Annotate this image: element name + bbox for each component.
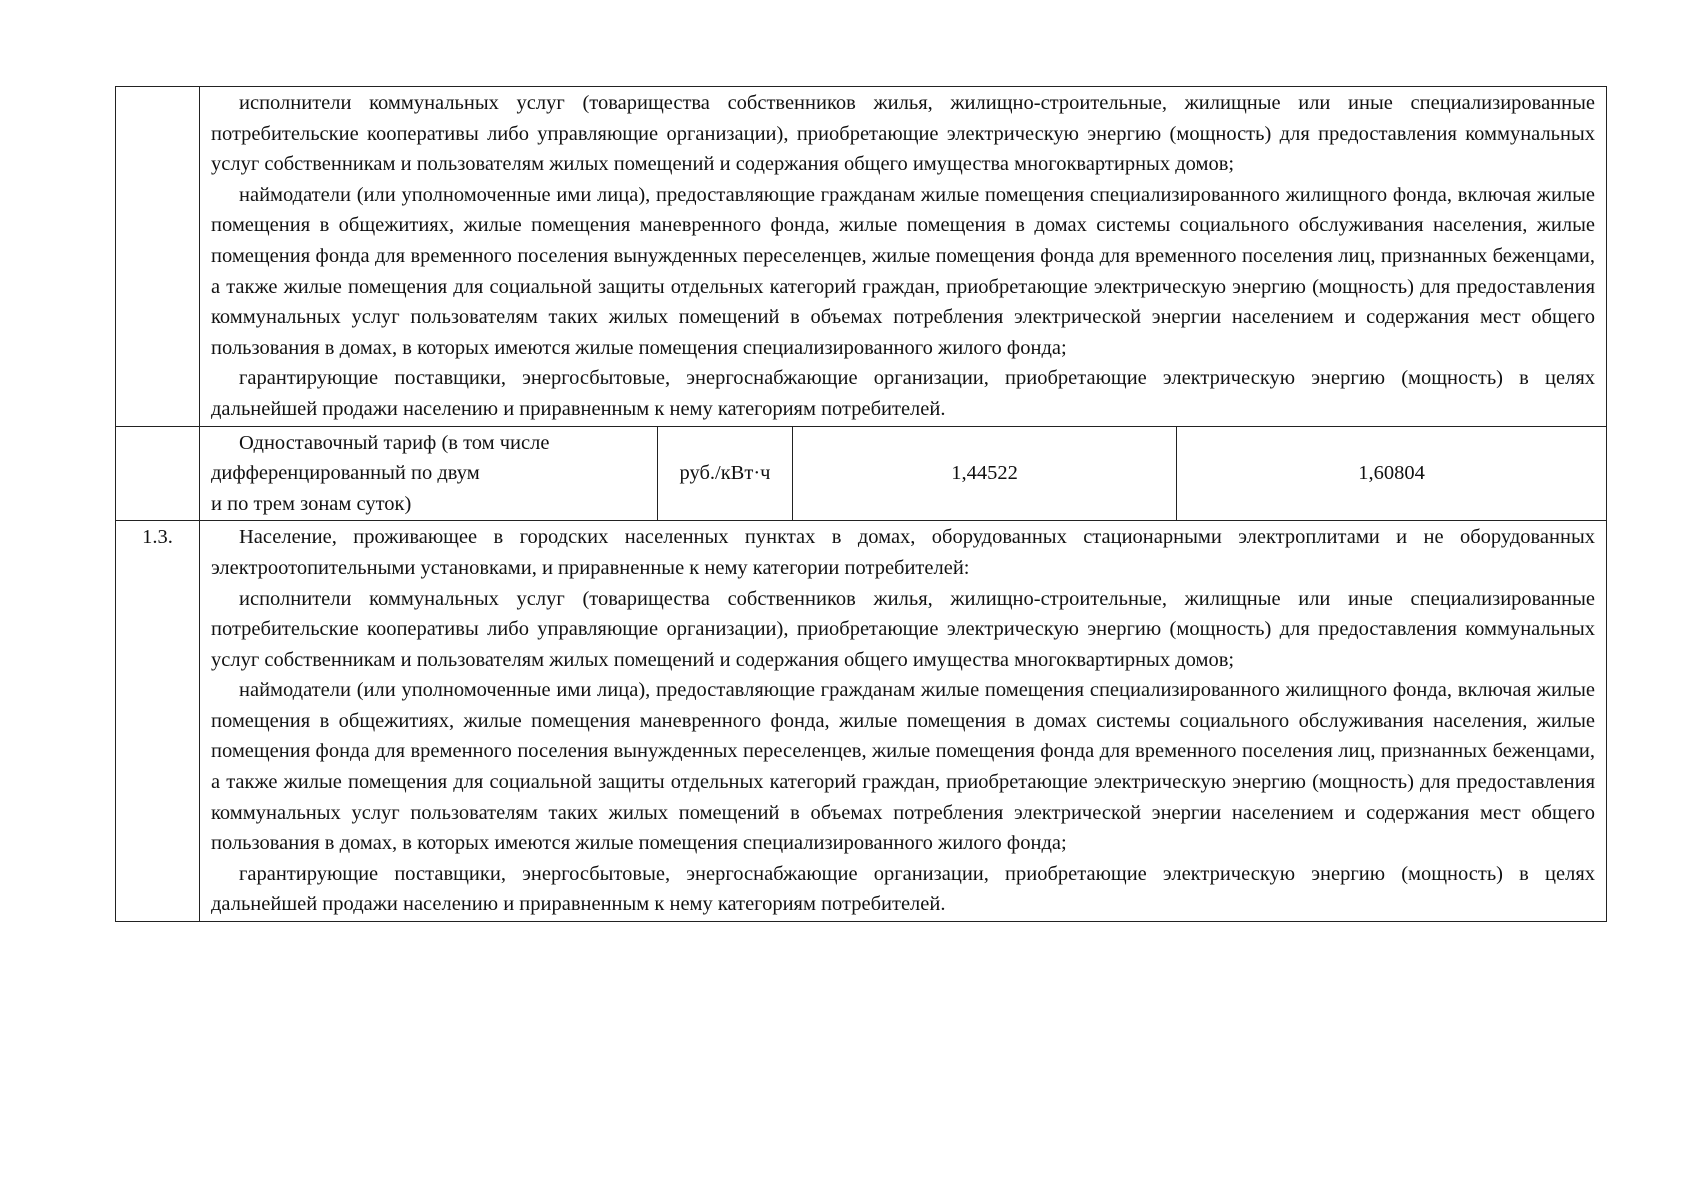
paragraph-utility-providers: исполнители коммунальных услуг (товарищества собственников жилья, жилищно-строительные, жилищные или иные специализированные потребительские кооперативы либо управляющие организации), приобретающие электрическую энергию (мощность) для предоставления коммунальных услуг собственникам и пользователям жилых помещений и содержания общего имущества многоквартирных домов; xyxy=(211,587,1596,671)
tariff-value-2-cell xyxy=(1177,426,1607,521)
tariff-table xyxy=(115,86,1607,922)
tariff-value-2: 1,60804 xyxy=(1358,462,1425,485)
tariff-value-1: 1,44522 xyxy=(951,462,1018,485)
tariff-name-cell xyxy=(200,426,658,521)
tariff-unit: руб./кВт·ч xyxy=(679,462,771,485)
table-row-tariff xyxy=(116,426,1607,521)
paragraph-landlords: наймодатели (или уполномоченные ими лица), предоставляющие гражданам жилые помещения специализированного жилищного фонда, включая жилые помещения в общежитиях, жилые помещения маневренного фонда, жилые помещения в домах системы социального обслуживания населения, жилые помещения фонда для временного поселения вынужденных переселенцев, жилые помещения фонда для временного поселения лиц, признанных беженцами, а также жилые помещения для социальной защиты отдельных категорий граждан, приобретающие электрическую энергию (мощность) для предоставления коммунальных услуг пользователям таких жилых помещений в объемах потребления электрической энергии населением и содержания мест общего пользования в домах, в которых имеются жилые помещения специализированного жилого фонда; xyxy=(211,183,1596,359)
table-row-1-3 xyxy=(116,521,1607,922)
row-number-cell xyxy=(116,87,200,427)
paragraph-suppliers: гарантирующие поставщики, энергосбытовые, энергоснабжающие организации, приобретающие электрическую энергию (мощность) в целях дальнейшей продажи населению и приравненным к нему категориям потребителей. xyxy=(211,862,1596,916)
tariff-name-line: дифференцированный по двум xyxy=(211,462,480,485)
tariff-unit-cell xyxy=(658,426,793,521)
table-row-consumers-1-2 xyxy=(116,87,1607,427)
paragraph-population-intro: Население, проживающее в городских населенных пунктах в домах, оборудованных стационарными электроплитами и не оборудованных электроотопительными установками, и приравненные к нему категории потребителей: xyxy=(211,526,1596,579)
paragraph-utility-providers: исполнители коммунальных услуг (товарищества собственников жилья, жилищно-строительные, жилищные или иные специализированные потребительские кооперативы либо управляющие организации), приобретающие электрическую энергию (мощность) для предоставления коммунальных услуг собственникам и пользователям жилых помещений и содержания общего имущества многоквартирных домов; xyxy=(211,92,1596,176)
tariff-value-1-cell xyxy=(793,426,1177,521)
consumer-description-cell xyxy=(200,521,1607,922)
tariff-name-line: и по трем зонам суток) xyxy=(211,492,412,515)
empty-number-cell xyxy=(116,426,200,521)
tariff-name-line: Одноставочный тариф (в том числе xyxy=(239,431,550,454)
paragraph-landlords: наймодатели (или уполномоченные ими лица), предоставляющие гражданам жилые помещения специализированного жилищного фонда, включая жилые помещения в общежитиях, жилые помещения маневренного фонда, жилые помещения в домах системы социального обслуживания населения, жилые помещения фонда для временного поселения вынужденных переселенцев, жилые помещения фонда для временного поселения лиц, признанных беженцами, а также жилые помещения для социальной защиты отдельных категорий граждан, приобретающие электрическую энергию (мощность) для предоставления коммунальных услуг пользователям таких жилых помещений в объемах потребления электрической энергии населением и содержания мест общего пользования в домах, в которых имеются жилые помещения специализированного жилого фонда; xyxy=(211,679,1596,855)
consumer-description-cell xyxy=(200,87,1607,427)
paragraph-suppliers: гарантирующие поставщики, энергосбытовые, энергоснабжающие организации, приобретающие электрическую энергию (мощность) в целях дальнейшей продажи населению и приравненным к нему категориям потребителей. xyxy=(211,367,1596,420)
row-number-cell xyxy=(116,521,200,922)
row-number: 1.3. xyxy=(142,526,173,549)
